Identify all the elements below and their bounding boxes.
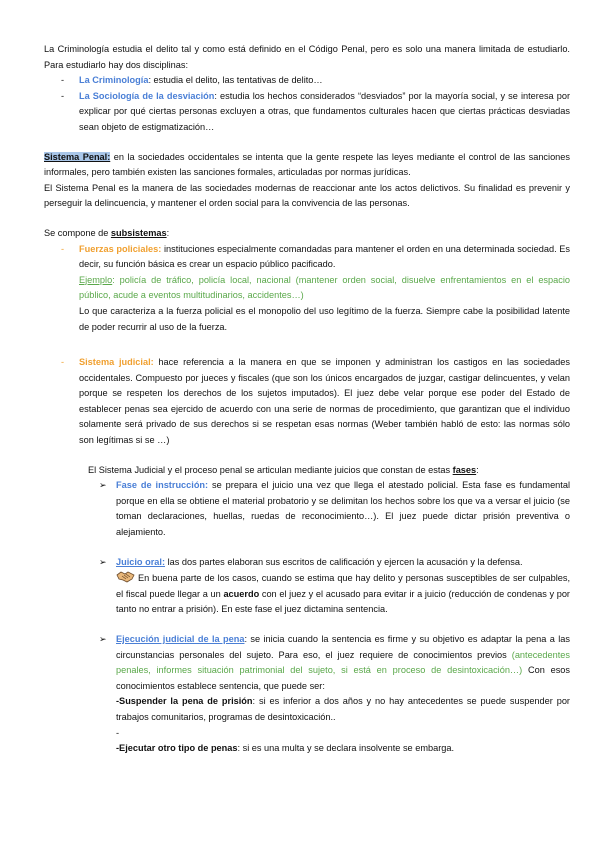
fases-term: fases [452,464,477,475]
fases-lead: El Sistema Judicial y el proceso penal se articulan mediante juicios que constan de estas [88,464,453,475]
ejecucion-label: Ejecución judicial de la pena [116,634,245,644]
opcion-ejecutar [44,741,570,757]
sistema-penal-line2: El Sistema Penal es la manera de las sociedades modernas de reaccionar ante los actos delictivos. Su finalidad es prevenir y perseguir la delincuencia, y mantener el orden social para la convivencia de las personas. [44,182,570,209]
intro-paragraph [44,42,570,73]
list-item-instruccion [44,478,570,540]
dash-bullet: - [61,90,65,101]
subsistemas-term: subsistemas [110,227,167,238]
opcion-dash: - [116,727,120,738]
example-text: : policía de tráfico, policía local, nacional (mantener orden social, disuelve enfrentamientos en el espacio público, acude a eventos multitudinarios, accidentes…) [79,274,570,301]
list-item-criminologia [44,73,570,89]
example-label: Ejemplo [79,274,113,285]
instruccion-text: se prepara el juicio una vez que llega el atestado policial. Esta fase es fundamental porque en ella se obtiene el material probatorio y se delimitan los hechos sobre los que va a versar el juicio (se toman declaraciones, huellas, ruedas de reconocimiento…). El juez puede dictar prisión preventiva o alejamiento. [116,480,570,538]
list-item-sociologia [44,89,570,136]
juicio-oral-label: Juicio oral: [116,556,166,567]
juicio-oral-note-bold: acuerdo [223,588,260,599]
list-item-judicial [44,355,570,449]
fuerzas-text: instituciones especialmente comandadas para mantener el orden en una determinada sociedad. Es decir, su función básica es crear un espacio público pacificado. [79,243,570,270]
dash-bullet: - [61,243,65,254]
juicio-oral-text: las dos partes elaboran sus escritos de calificación y ejercen la acusación y la defensa. [165,556,523,567]
ejecucion-green: (antecedentes penales, informes situación patrimonial del sujeto, si está en proceso de desintoxicación…) [116,649,570,676]
ejecucion-text: : se inicia cuando la sentencia es firme y su objetivo es adaptar la pena a las circunstancias personales del sujeto. Para eso, el juez requiere de conocimientos previos [116,634,570,660]
juicio-oral-note [44,570,570,618]
intro-text: La Criminología estudia el delito tal y como está definido en el Código Penal, pero es solo una manera limitada de estudiarlo. Para estudiarlo hay dos disciplinas: [44,44,570,70]
juicio-oral-note-pre: En buena parte de los casos, cuando se estima que hay delito y personas susceptibles de ser culpables, el fiscal puede llegar a un [116,573,570,599]
fases-colon: : [476,464,479,475]
opcion-suspender-text: : si es inferior a dos años y no hay antecedentes se puede suspender por trabajos comunitarios, programas de desintoxicación.. [116,696,570,722]
criminologia-text: : estudia el delito, las tentativas de delito… [148,75,323,86]
fuerzas-example [44,273,570,304]
sociologia-text: : estudia los hechos considerados “desviados” por la mayoría social, y se interesa por explicar por qué ciertas personas excluyen a otras, que fundamentos culturales hacen que ciertas prácticas desviadas sean objeto de estigmatización… [79,90,571,132]
judicial-text: hace referencia a la manera en que se imponen y administran los castigos en las sociedades occidentales. Compuesto por jueces y fiscales (que son los únicos encargados de juzgar, castigar delincuentes, y velan porque se respeten los derechos de los sujetos imputados). El juez debe velar porque ese poder del Estado de establecer penas sea ejercido de acuerdo con una serie de normas de procedimiento, que garantizan que el individuo solamente será privado de sus derechos si se respetan esas normas (Weber también habló de esto: las normas sólo son legítimas si se …) [79,357,570,446]
criminologia-label: La Criminología [79,75,149,86]
opcion-suspender-label: -Suspender la pena de prisión [116,696,253,707]
handshake-icon [116,570,136,583]
dash-bullet: - [61,357,65,368]
fuerzas-extra: Lo que caracteriza a la fuerza policial es el monopolio del uso legítimo de la fuerza. Siempre cabe la posibilidad latente de poder recurrir al uso de la fuerza. [79,305,570,332]
fuerzas-label: Fuerzas policiales: [79,243,162,254]
opcion-suspender [44,694,570,725]
sociologia-label: La Sociología de la desviación [79,90,215,101]
sistema-penal-paragraph [44,150,570,181]
arrow-bullet-icon: ➢ [99,556,107,567]
fases-heading [44,463,570,479]
instruccion-label: Fase de instrucción: [116,480,209,491]
juicio-oral-note-post: con el juez y el acusado para evitar ir a juicio (reducción de condenas y por tanto no entrar a prisión). En este fase el juez dictamina sentencia. [116,588,570,615]
ejecucion-after: Con esos conocimientos establece sentencia, que puede ser: [116,665,570,691]
dash-bullet: - [61,75,65,86]
judicial-label: Sistema judicial: [79,357,154,368]
subsistemas-lead: Se compone de [44,227,111,238]
sistema-penal-text: en la sociedades occidentales se intenta que la gente respete las leyes mediante el control de las sanciones informales, pero también existen las sanciones formales, articuladas por normas jurídicas. [44,151,570,178]
subsistemas-colon: : [166,227,170,238]
arrow-bullet-icon: ➢ [99,480,107,491]
subsistemas-heading [44,226,570,242]
sistema-penal-term: Sistema Penal: [44,151,111,162]
list-item-fuerzas [44,242,570,273]
opcion-ejecutar-label: -Ejecutar otro tipo de penas [116,743,238,754]
opcion-ejecutar-text: : si es una multa y se declara insolvente se embarga. [237,743,455,754]
arrow-bullet-icon: ➢ [99,634,107,644]
list-item-juicio-oral [44,555,570,571]
list-item-ejecucion [44,632,570,694]
